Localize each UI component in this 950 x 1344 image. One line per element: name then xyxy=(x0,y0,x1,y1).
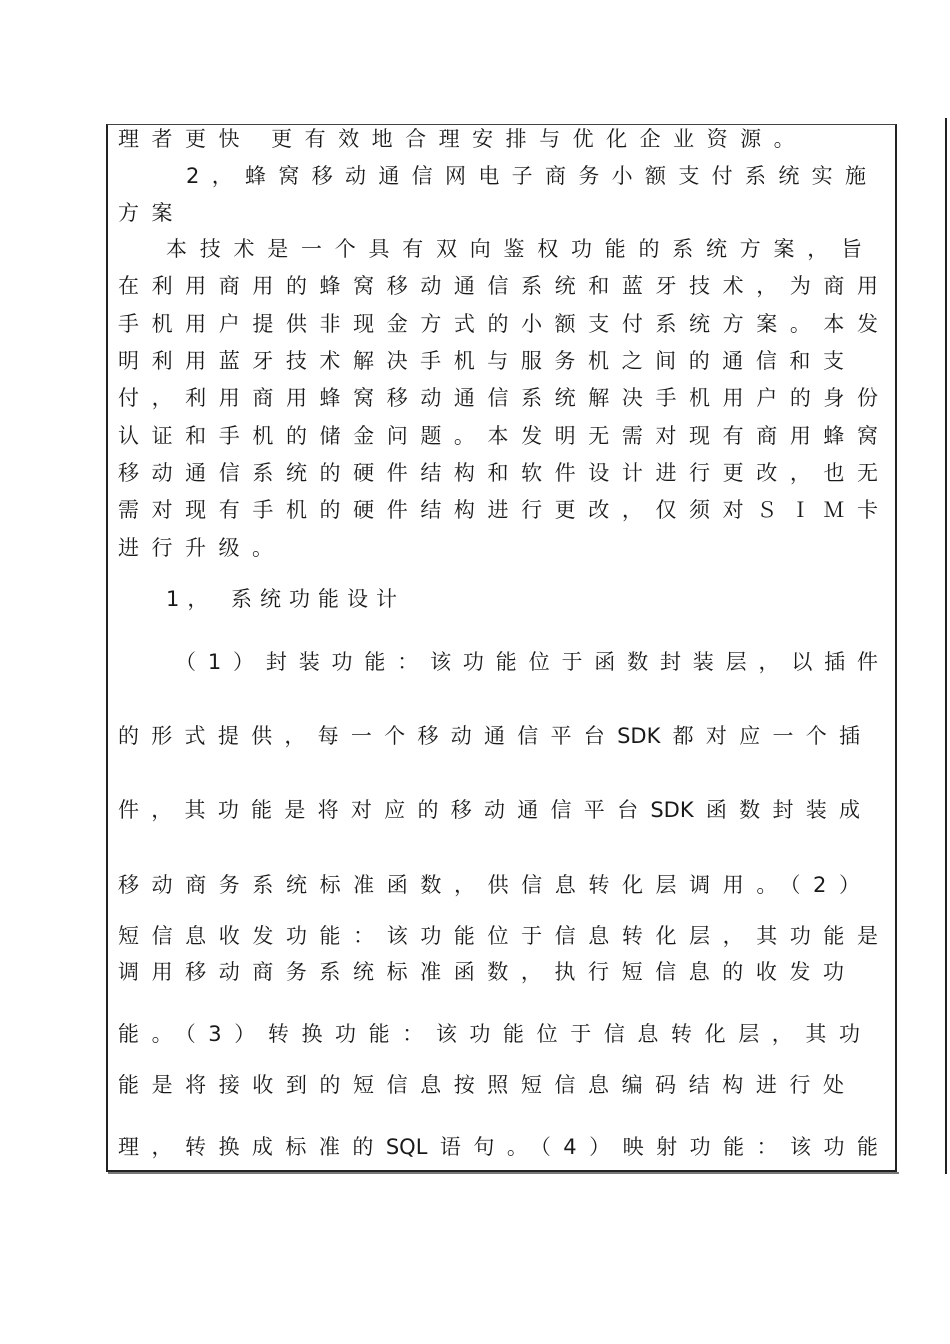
paragraph-line-9: 进行升级。 xyxy=(118,536,286,560)
paragraph-line-6: 认证和手机的储金问题。本发明无需对现有商用蜂窝 xyxy=(118,424,878,448)
function-line-9: 理，转换成标准的SQL语句。（4）映射功能：该功能 xyxy=(118,1135,878,1159)
paragraph-line-1: 本技术是一个具有双向鉴权功能的系统方案，旨 xyxy=(166,237,862,261)
section-heading-line-2: 方案 xyxy=(118,201,185,225)
section-heading-line-1: 2，蜂窝移动通信网电子商务小额支付系统实施 xyxy=(186,164,866,188)
function-line-7: 能。（3）转换功能：该功能位于信息转化层，其功 xyxy=(118,1022,860,1046)
page-right-border xyxy=(945,118,947,1174)
paragraph-line-5: 付，利用商用蜂窝移动通信系统解决手机用户的身份 xyxy=(118,386,878,410)
function-line-4: 移动商务系统标准函数，供信息转化层调用。（2） xyxy=(118,873,860,897)
function-line-1: （1）封装功能：该功能位于函数封装层，以插件 xyxy=(175,650,878,674)
function-line-6: 调用移动商务系统标准函数，执行短信息的收发功 xyxy=(118,960,844,984)
function-line-3: 件，其功能是将对应的移动通信平台SDK函数封装成 xyxy=(118,798,860,822)
paragraph-line-4: 明利用蓝牙技术解决手机与服务机之间的通信和支 xyxy=(118,349,844,373)
subsection-heading: 1， 系统功能设计 xyxy=(166,587,406,611)
paragraph-line-7: 移动通信系统的硬件结构和软件设计进行更改，也无 xyxy=(118,461,878,485)
function-line-2: 的形式提供，每一个移动通信平台SDK都对应一个插 xyxy=(118,724,860,748)
paragraph-line-3: 手机用户提供非现金方式的小额支付系统方案。本发 xyxy=(118,312,878,336)
paragraph-line-2: 在利用商用的蜂窝移动通信系统和蓝牙技术，为商用 xyxy=(118,274,878,298)
function-line-8: 能是将接收到的短信息按照短信息编码结构进行处 xyxy=(118,1073,844,1097)
text-line-1: 理者更快 更有效地合理安排与优化企业资源。 xyxy=(118,127,808,151)
function-line-5: 短信息收发功能：该功能位于信息转化层，其功能是 xyxy=(118,924,878,948)
paragraph-line-8: 需对现有手机的硬件结构进行更改，仅须对ＳＩＭ卡 xyxy=(118,498,878,522)
frame-bottom-shadow xyxy=(108,1172,899,1174)
